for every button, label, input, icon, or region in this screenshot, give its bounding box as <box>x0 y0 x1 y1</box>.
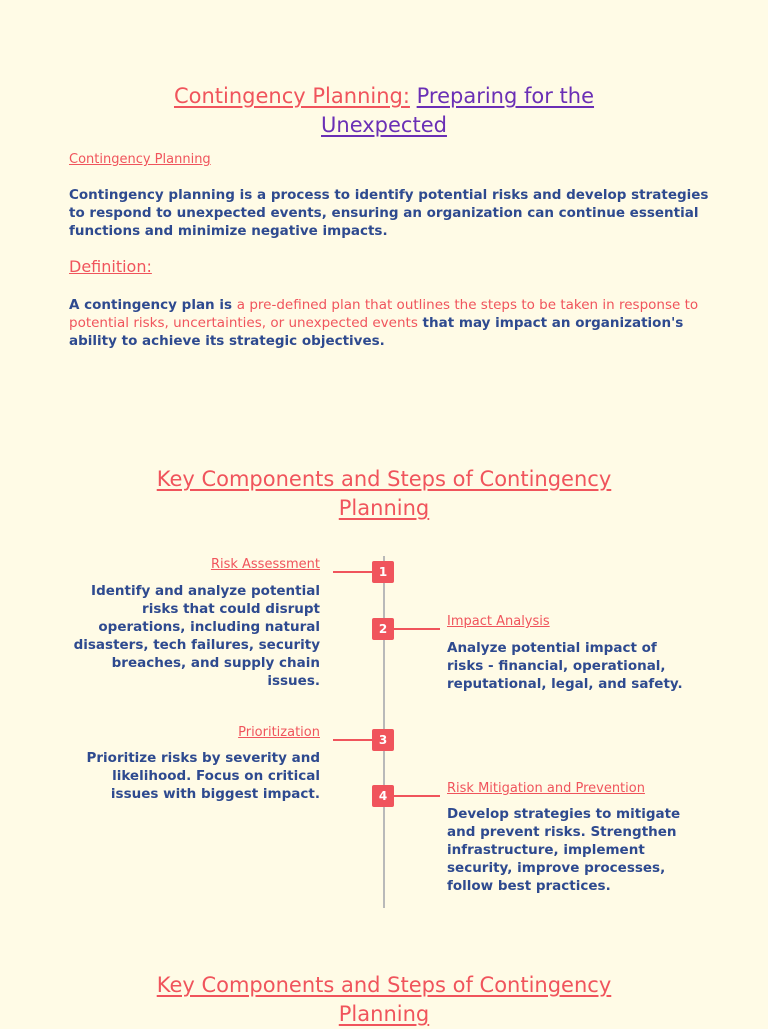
step-4-description: Develop strategies to mitigate and prevent risks. Strengthen infrastructure, implement security, improve processes, follow best practices. <box>447 806 681 894</box>
step-1-title: Risk Assessment <box>210 557 320 572</box>
step-2-connector <box>394 628 440 630</box>
section-title-line-2: Planning <box>338 496 430 520</box>
step-3-badge: 3 <box>372 729 394 751</box>
section-title-repeat <box>0 971 768 1029</box>
definition-heading: Definition: <box>69 257 152 276</box>
step-3-title: Prioritization <box>238 725 320 740</box>
section-repeat-line-1: Key Components and Steps of Contingency <box>156 973 612 997</box>
definition-text-before: A contingency plan is <box>69 297 237 313</box>
definition-text <box>69 296 709 350</box>
page-title <box>0 82 768 140</box>
step-1-description: Identify and analyze potential risks that could disrupt operations, including natural disasters, tech failures, security breaches, and supply chain issues. <box>73 583 320 689</box>
step-2-description: Analyze potential impact of risks - financial, operational, reputational, legal, and safety. <box>447 640 683 692</box>
step-4-title: Risk Mitigation and Prevention <box>447 781 645 796</box>
step-3-connector <box>333 739 372 741</box>
intro-text: Contingency planning is a process to identify potential risks and develop strategies to respond to unexpected events, ensuring an organization can continue essential functions and minimize negative impacts. <box>69 187 709 239</box>
title-part-3: Unexpected <box>321 113 447 137</box>
section-title <box>0 465 768 523</box>
definition-text-after: that may impact an organization's ability to achieve its strategic objectives. <box>69 315 684 349</box>
title-part-2: Preparing for the <box>416 84 595 108</box>
step-4-connector <box>394 795 440 797</box>
definition-highlight: a pre-defined plan that outlines the steps to be taken in response to potential risks, uncertainties, or unexpected events <box>69 297 699 331</box>
section-title-line-1: Key Components and Steps of Contingency <box>156 467 612 491</box>
title-part-1: Contingency Planning: <box>173 84 410 108</box>
step-4-badge: 4 <box>372 785 394 807</box>
step-2-badge: 2 <box>372 618 394 640</box>
section-repeat-line-2: Planning <box>338 1002 430 1026</box>
step-1-badge: 1 <box>372 561 394 583</box>
intro-label: Contingency Planning <box>69 152 211 167</box>
step-1-connector <box>333 571 372 573</box>
step-3-description: Prioritize risks by severity and likelihood. Focus on critical issues with biggest impact. <box>86 750 320 802</box>
step-2-title: Impact Analysis <box>447 614 550 629</box>
